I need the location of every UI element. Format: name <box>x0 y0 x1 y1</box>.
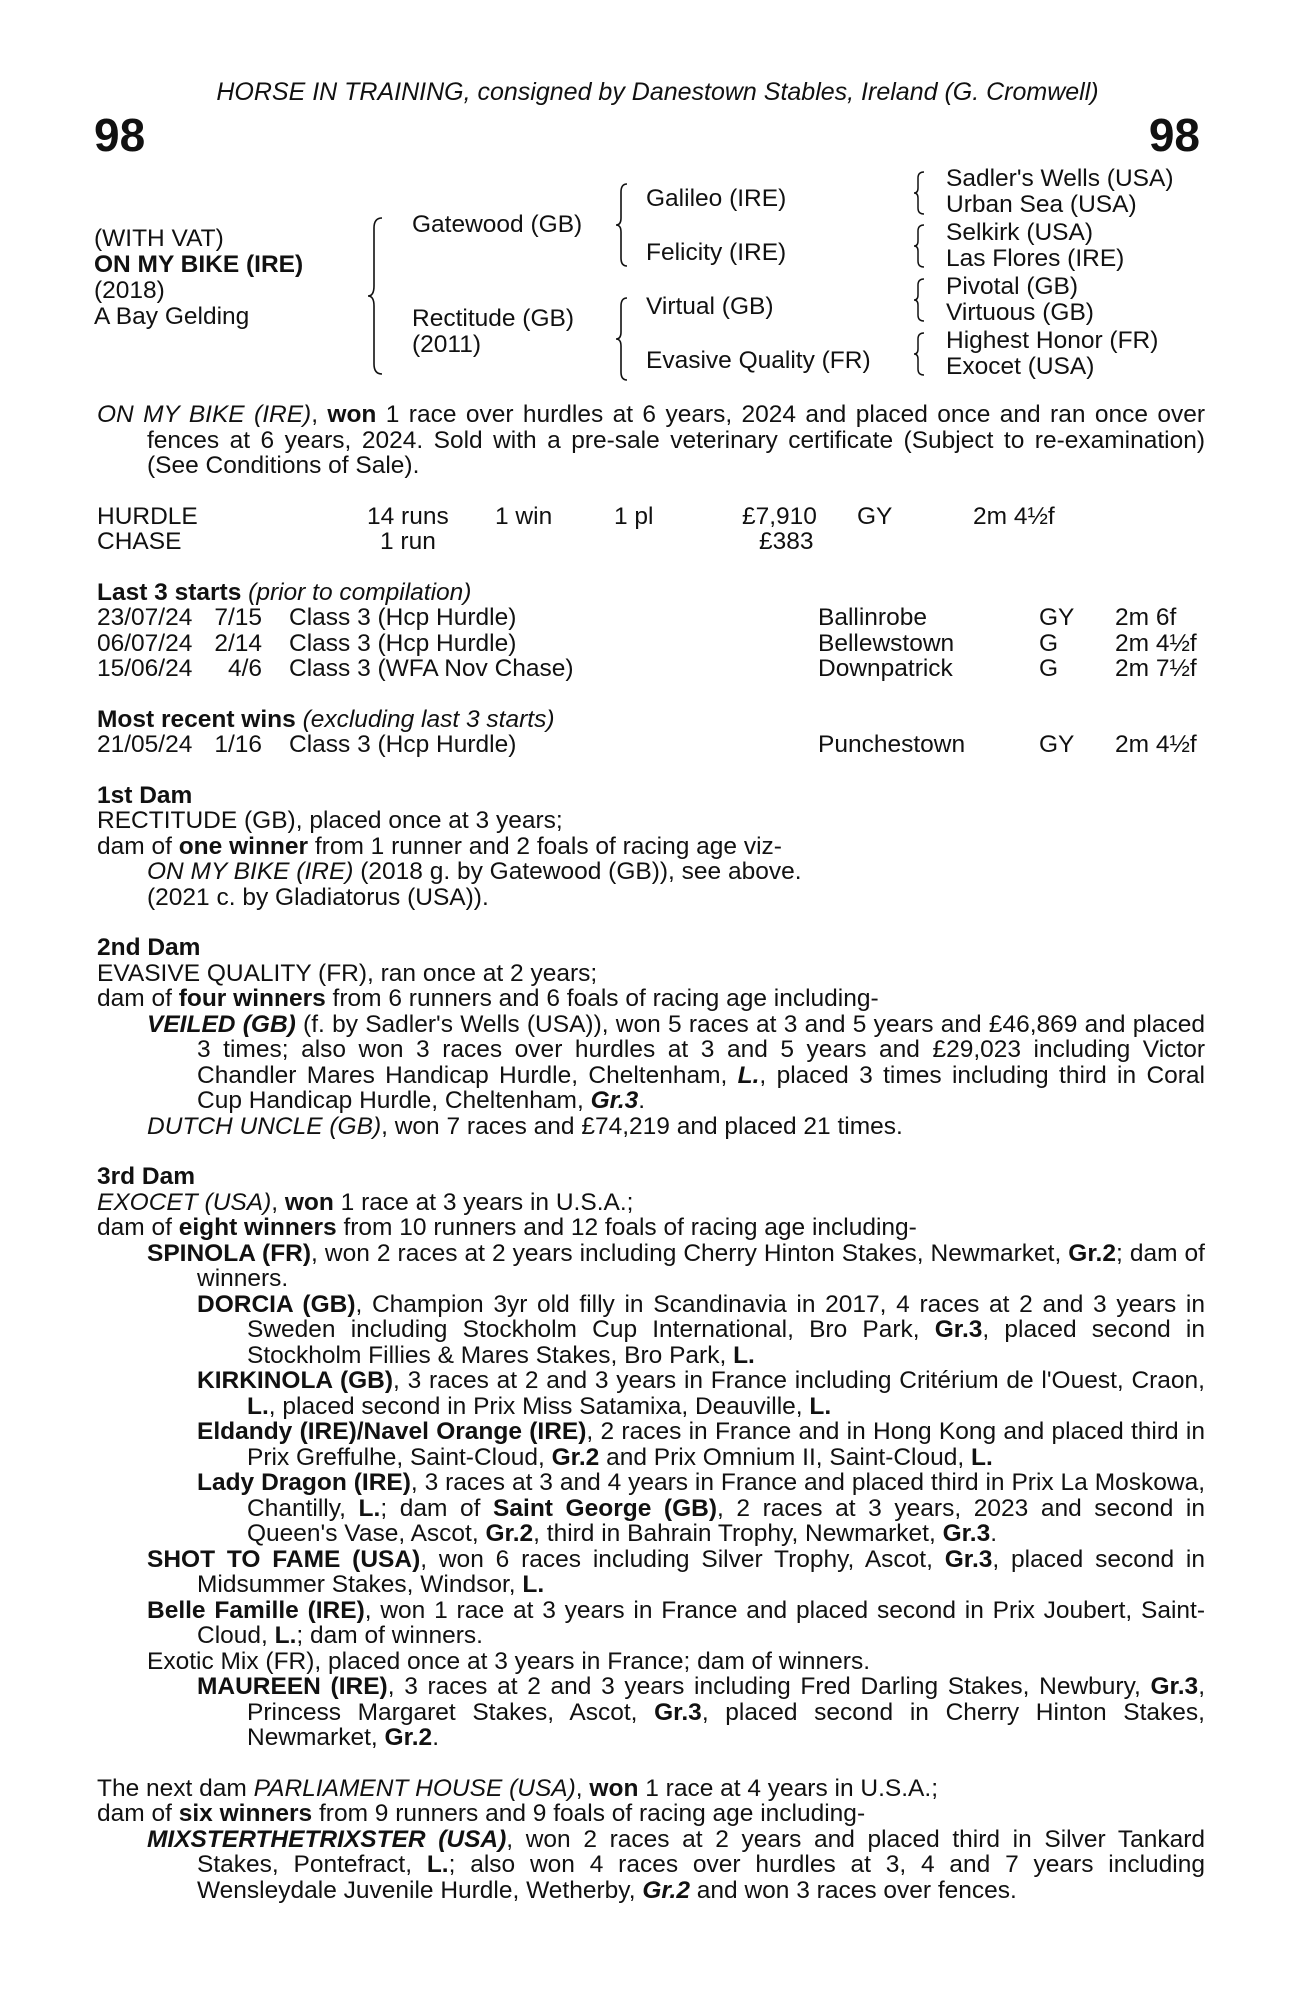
progeny-entry: Belle Famille (IRE), won 1 race at 3 years in France and placed second in Prix Joubert, Saint-Cloud, L.; dam of winners. <box>147 1596 1205 1649</box>
record-row-chase: CHASE 1 run £383 <box>97 528 814 555</box>
brace-sire-icon <box>614 182 630 268</box>
brace-g4-icon <box>912 331 926 377</box>
brace-g2-icon <box>912 223 926 269</box>
second-dam: 2nd Dam EVASIVE QUALITY (FR), ran once at 2 years; dam of four winners from 6 runners and 6 foals of racing age including- VEILED (GB) (f. by Sadler's Wells (USA)), won 5 races at 3 and 5 years and £46,869 and placed 3 times; also won 3 races over hurdles at 3 and 5 years and £29,023 including Victor Chandler Mares Handicap Hurdle, Cheltenham, L., placed 3 times including third in Coral Cup Handicap Hurdle, Cheltenham, Gr.3. DUTCH UNCLE (GB), won 7 races and £74,219 and placed 21 times. <box>97 934 1205 1140</box>
progeny-entry: MAUREEN (IRE), 3 races at 2 and 3 years including Fred Darling Stakes, Newbury, Gr.3, Princess Margaret Stakes, Ascot, Gr.3, placed second in Cherry Hinton Stakes, Newmarket, Gr.2. <box>197 1673 1205 1751</box>
horse-description: A Bay Gelding <box>94 303 250 330</box>
sire-name: Gatewood (GB) <box>412 211 583 238</box>
progeny-entry: KIRKINOLA (GB), 3 races at 2 and 3 years in France including Critérium de l'Ouest, Craon, L., placed second in Prix Miss Satamixa, Deauville, L. <box>197 1367 1205 1420</box>
progeny-entry: Exotic Mix (FR), placed once at 3 years in France; dam of winners. <box>147 1647 871 1675</box>
race-record <box>97 504 1205 555</box>
horse-name: ON MY BIKE (IRE) <box>94 251 304 278</box>
gd-7: Highest Honor (FR) <box>946 327 1159 354</box>
summary-paragraph: ON MY BIKE (IRE), won 1 race over hurdles at 6 years, 2024 and placed once and ran once over fences at 6 years, 2024. Sold with a pre-sale veterinary certificate (Subject to re-examination) (See Conditions of Sale). <box>97 401 1205 479</box>
progeny-entry: SHOT TO FAME (USA), won 6 races including Silver Trophy, Ascot, Gr.3, placed second in Midsummer Stakes, Windsor, L. <box>147 1545 1205 1598</box>
section-title: 3rd Dam <box>97 1163 196 1190</box>
dam-dam: Evasive Quality (FR) <box>646 347 871 374</box>
gd-4: Las Flores (IRE) <box>946 245 1125 272</box>
start-row: 23/07/24 7/15 Class 3 (Hcp Hurdle) Ballinrobe GY 2m 6f <box>97 604 1177 631</box>
progeny-entry: VEILED (GB) (f. by Sadler's Wells (USA)), won 5 races at 3 and 5 years and £46,869 and placed 3 times; also won 3 races over hurdles at 3 and 5 years and £29,023 including Victor Chandler Mares Handicap Hurdle, Cheltenham, L., placed 3 times including third in Coral Cup Handicap Hurdle, Cheltenham, Gr.3. <box>147 1010 1205 1114</box>
dam-name: Rectitude (GB) <box>412 305 575 332</box>
first-dam: 1st Dam RECTITUDE (GB), placed once at 3 years; dam of one winner from 1 runner and 2 foals of racing age viz- ON MY BIKE (IRE) (2018 g. by Gatewood (GB)), see above. (2021 c. by Gladiatorus (USA)). <box>97 783 1205 911</box>
vat-label: (WITH VAT) <box>94 225 224 252</box>
start-row: 15/06/24 4/6 Class 3 (WFA Nov Chase) Downpatrick G 2m 7½f <box>97 655 1197 682</box>
dam-sire: Virtual (GB) <box>646 293 774 320</box>
section-title: 2nd Dam <box>97 934 201 961</box>
gd-2: Urban Sea (USA) <box>946 191 1137 218</box>
gd-8: Exocet (USA) <box>946 353 1095 380</box>
progeny-entry: Lady Dragon (IRE), 3 races at 3 and 4 years in France and placed third in Prix La Moskowa, Chantilly, L.; dam of Saint George (GB), 2 races at 3 years, 2023 and second in Queen's Vase, Ascot, Gr.2, third in Bahrain Trophy, Newmarket, Gr.3. <box>197 1469 1205 1547</box>
start-row: 06/07/24 2/14 Class 3 (Hcp Hurdle) Bellewstown G 2m 4½f <box>97 629 1197 657</box>
foaling-year: (2018) <box>94 277 165 304</box>
gd-6: Virtuous (GB) <box>946 299 1094 326</box>
progeny-entry: Eldandy (IRE)/Navel Orange (IRE), 2 races in France and in Hong Kong and placed third in Prix Greffulhe, Saint-Cloud, Gr.2 and Prix Omnium II, Saint-Cloud, L. <box>197 1418 1205 1471</box>
dam-year: (2011) <box>412 331 482 358</box>
lot-number-left: 98 <box>94 109 146 161</box>
page-header: HORSE IN TRAINING, consigned by Danestown Stables, Ireland (G. Cromwell) <box>216 78 1099 106</box>
brace-g3-icon <box>912 277 926 323</box>
gd-1: Sadler's Wells (USA) <box>946 165 1174 192</box>
section-title: 1st Dam <box>97 781 193 809</box>
brace-dam-icon <box>614 296 630 382</box>
last-3-starts: Last 3 starts (prior to compilation) 23/07/24 7/15 Class 3 (Hcp Hurdle) Ballinrobe GY 2m 6f 06/07/24 2/14 Class 3 (Hcp Hurdle) Bellewstown G 2m 4½f 15/06/24 4/6 Class 3 (WFA Nov Chase) Downpatrick G 2m 7½f <box>97 580 1205 682</box>
next-dam: The next dam PARLIAMENT HOUSE (USA), won 1 race at 4 years in U.S.A.; dam of six winners from 9 runners and 9 foals of racing age including- MIXSTERTHETRIXSTER (USA), won 2 races at 2 years and placed third in Silver Tankard Stakes, Pontefract, L.; also won 4 races over hurdles at 3, 4 and 7 years including Wensleydale Juvenile Hurdle, Wetherby, Gr.2 and won 3 races over fences. <box>97 1774 1205 1904</box>
progeny-entry: DORCIA (GB), Champion 3yr old filly in Scandinavia in 2017, 4 races at 2 and 3 years in Sweden including Stockholm Cup International, Bro Park, Gr.3, placed second in Stockholm Fillies & Mares Stakes, Bro Park, L. <box>197 1290 1205 1369</box>
record-row-hurdle: HURDLE 14 runs 1 win 1 pl £7,910 GY 2m 4½f <box>97 502 1055 530</box>
brace-main-icon <box>366 216 386 376</box>
sire-dam: Felicity (IRE) <box>646 239 787 266</box>
gd-5: Pivotal (GB) <box>946 273 1079 300</box>
progeny-entry: MIXSTERTHETRIXSTER (USA), won 2 races at 2 years and placed third in Silver Tankard Stakes, Pontefract, L.; also won 4 races over hurdles at 3, 4 and 7 years including Wensleydale Juvenile Hurdle, Wetherby, Gr.2 and won 3 races over fences. <box>147 1825 1205 1904</box>
lot-number-right: 98 <box>1148 109 1200 161</box>
gd-3: Selkirk (USA) <box>946 219 1094 246</box>
sire-sire: Galileo (IRE) <box>646 185 787 212</box>
progeny-entry: SPINOLA (FR), won 2 races at 2 years including Cherry Hinton Stakes, Newmarket, Gr.2; dam of winners. <box>147 1239 1205 1292</box>
pedigree-table <box>94 160 1224 390</box>
last3-title: Last 3 starts <box>97 578 242 606</box>
most-recent-wins: Most recent wins (excluding last 3 starts) 21/05/24 1/16 Class 3 (Hcp Hurdle) Punchestown GY 2m 4½f <box>97 707 1205 758</box>
progeny-entry: DUTCH UNCLE (GB), won 7 races and £74,219 and placed 21 times. <box>147 1112 903 1140</box>
win-row: 21/05/24 1/16 Class 3 (Hcp Hurdle) Punchestown GY 2m 4½f <box>97 731 1197 758</box>
brace-g1-icon <box>912 170 926 216</box>
catalogue-body <box>97 402 1205 1903</box>
third-dam: 3rd Dam EXOCET (USA), won 1 race at 3 years in U.S.A.; dam of eight winners from 10 runners and 12 foals of racing age including- SPINOLA (FR), won 2 races at 2 years including Cherry Hinton Stakes, Newmarket, Gr.2; dam of winners. DORCIA (GB), Champion 3yr old filly in Scandinavia in 2017, 4 races at 2 and 3 years in Sweden including Stockholm Cup International, Bro Park, Gr.3, placed second in Stockholm Fillies & Mares Stakes, Bro Park, L. KIRKINOLA (GB), 3 races at 2 and 3 years in France including Critérium de l'Ouest, Craon, L., placed second in Prix Miss Satamixa, Deauville, L. Eldandy (IRE)/Navel Orange (IRE), 2 races in France and in Hong Kong and placed third in Prix Greffulhe, Saint-Cloud, Gr.2 and Prix Omnium II, Saint-Cloud, L. Lady Dragon (IRE), 3 races at 3 and 4 years in France and placed third in Prix La Moskowa, Chantilly, L.; dam of Saint George (GB), 2 races at 3 years, 2023 and second in Queen's Vase, Ascot, Gr.2, third in Bahrain Trophy, Newmarket, Gr.3. SHOT TO FAME (USA), won 6 races including Silver Trophy, Ascot, Gr.3, placed second in Midsummer Stakes, Windsor, L. Belle Famille (IRE), won 1 race at 3 years in France and placed second in Prix Joubert, Saint-Cloud, L.; dam of winners. Exotic Mix (FR), placed once at 3 years in France; dam of winners. MAUREEN (IRE), 3 races at 2 and 3 years including Fred Darling Stakes, Newbury, Gr.3, Princess Margaret Stakes, Ascot, Gr.3, placed second in Cherry Hinton Stakes, Newmarket, Gr.2. <box>97 1163 1205 1751</box>
